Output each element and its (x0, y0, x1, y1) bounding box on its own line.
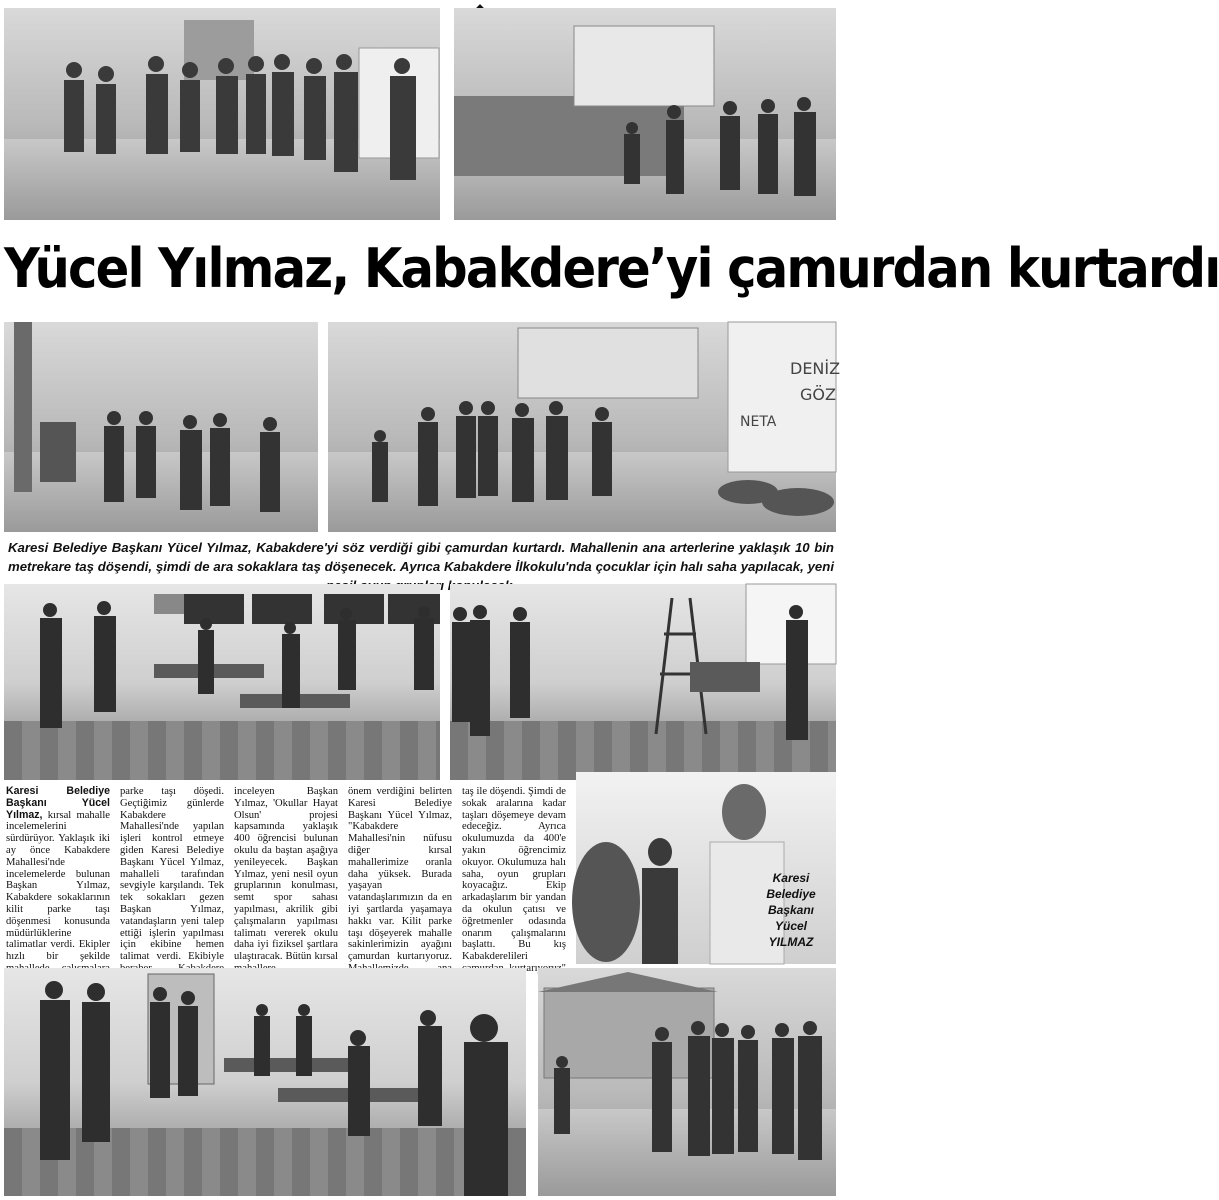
headline: Yücel Yılmaz, Kabakdere’yi çamurdan kurtardı (4, 237, 1219, 300)
article-column-4 (348, 786, 452, 964)
street-walk-bottom-scene (538, 968, 836, 1196)
classroom-left-scene (4, 584, 440, 780)
column-1-text: kırsal mahalle incelemelerini sürdürüyor. Yaklaşık iki ay önce Kabakdere Mahallesi'nde incelemelerde bulunan Başkan Yılmaz, Kabakdere sokaklarının kilit parke taşı döşenmesi konusunda müdürlüklerine talimatlar verdi. Ekipler hızlı bir şekilde (6, 809, 110, 963)
street-right-scene (328, 322, 841, 532)
column-1-lead: Karesi Belediye Başkanı Yücel Yılmaz, (6, 785, 110, 821)
caption-line-2: Belediye (766, 887, 816, 901)
caption-line-1: Karesi (772, 871, 810, 885)
caption-line-4: Yücel (774, 919, 807, 933)
photo-street-walk-top (454, 8, 836, 220)
article-column-2 (120, 786, 224, 964)
photo-classroom-students (4, 968, 526, 1196)
photo-street-walk-bottom (538, 968, 836, 1196)
caption-line-3: Başkanı (767, 903, 815, 917)
caption-line-5: YILMAZ (768, 935, 814, 949)
photo-officials-group (4, 8, 440, 220)
column-5-text: taş ile döşendi. Şimdi de sokak aralarına kadar taşları döşemeye devam edeceğiz. Ayrıca okulumuzda da 400'e yakın öğrencimiz okuyor. Okulumuza halı saha, oyun grupları koyacağız. Ekip arkadaşlarım bir yandan da okulun çatısı ve öğretmenler odasında onarım çalışmalarını başlattı. Bu kış Kabakderelileri (462, 786, 566, 963)
column-2-text: parke taşı döşedi. Geçtiğimiz günlerde Kabakdere Mahallesi'nde yapılan işleri kontrol etmeye giden Karesi Belediye Başkanı Yücel Yılmaz, mahalleli tarafından sevgiyle karşılandı. Tek tek sokakları gezen Başkan Yılmaz, vatandaşların yeni talep ettiği işlerin yapılması için ekibine hemen talimat verdi. Ekibiyle (120, 786, 224, 963)
article-column-3 (234, 786, 338, 964)
wall-graffiti-3: NETA (740, 414, 777, 430)
article-column-5 (462, 786, 566, 964)
article-column-1 (6, 786, 110, 964)
photo-street-right (328, 322, 841, 532)
portrait-caption (746, 870, 836, 950)
column-3-text: inceleyen Başkan Yılmaz, 'Okullar Hayat Olsun' projesi kapsamında yaklaşık 400 öğrencisi bulunan okulu da baştan aşağıya yenileyecek. Başkan Yılmaz, yeni nesil oyun gruplarının konulması, semt spor sahası yapılması, akrilik gibi çalışmaların yapılması talimatı vererek okulu daha iyi fiziksel şartlara ulaştıracak. Bütün kırsal (234, 786, 338, 963)
wall-graffiti-2: GÖZ (800, 385, 836, 404)
photo-street-left (4, 322, 318, 532)
photo-classroom-right (450, 584, 836, 780)
street-scene (454, 8, 836, 220)
classroom-right-scene (450, 584, 836, 780)
people-silhouettes (4, 8, 440, 220)
wall-graffiti-1: DENİZ (790, 359, 841, 378)
street-left-scene (4, 322, 318, 532)
photo-classroom-left (4, 584, 440, 780)
lead-paragraph: Karesi Belediye Başkanı Yücel Yılmaz, Kabakdere'yi söz verdiği gibi çamurdan kurtardı. Mahallenin ana arterlerine yaklaşık 10 bin metrekare taş döşendi, şimdi de ara sokaklara taş döşenecek. Ayrıca Kabakdere İlkokulu'nda çocuklar için halı saha yapılacak, yeni (8, 540, 834, 574)
column-4-text: önem verdiğini belirten Karesi Belediye Başkanı Yücel Yılmaz, "Kabakdere Mahallesi'nin nüfusu diğer kırsal mahallerimize oranla daha yüksek. Burada yaşayan vatandaşlarımızın da en iyi şartlarda yaşamaya hakkı var. Kilit parke taşı döşeyerek mahalle sakinlerimizin ayağını çamurdan kurtarıyoruz. (348, 786, 452, 963)
classroom-students-scene (4, 968, 526, 1196)
